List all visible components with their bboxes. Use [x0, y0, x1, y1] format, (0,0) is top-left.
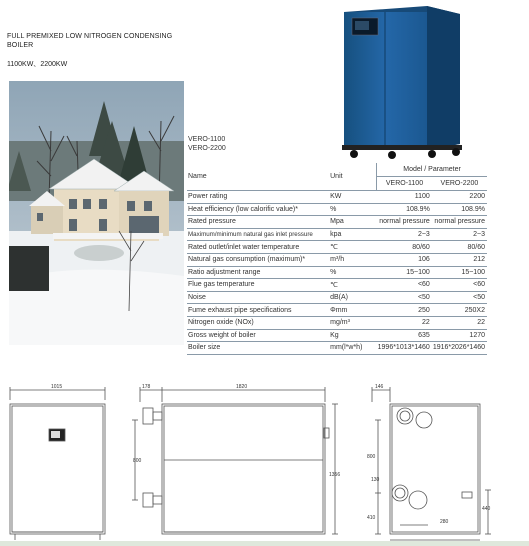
spec-value-2200: 2200	[432, 191, 487, 204]
spec-value-2200: 22	[432, 316, 487, 329]
model-name-1100: VERO-1100	[188, 136, 226, 143]
spec-name: Fume exhaust pipe specifications	[187, 304, 329, 317]
spec-value-1100: normal pressure	[377, 216, 432, 229]
spec-value-1100: 2~3	[377, 228, 432, 241]
spec-row	[187, 291, 487, 304]
spec-value-1100: <50	[377, 291, 432, 304]
dim-side-height: 1356	[329, 472, 341, 478]
dim-rear-440: 440	[482, 506, 491, 512]
dim-rear-280: 280	[440, 519, 449, 525]
spec-name: Ratio adjustment range	[187, 266, 329, 279]
spec-value-1100: 15~100	[377, 266, 432, 279]
spec-row	[187, 203, 487, 216]
spec-unit: Mpa	[329, 216, 377, 229]
spec-value-2200: <60	[432, 279, 487, 292]
spec-value-2200: 212	[432, 253, 487, 266]
spec-name: Nitrogen oxide (NOx)	[187, 316, 329, 329]
spec-name: Gross weight of boiler	[187, 329, 329, 342]
spec-value-1100: 1996*1013*1460	[377, 342, 432, 355]
dim-side-port-height: 800	[133, 458, 142, 464]
spec-name: Rated pressure	[187, 216, 329, 229]
spec-value-2200: 1916*2026*1460	[432, 342, 487, 355]
spec-name: Maximum/minimum natural gas inlet pressure	[187, 228, 329, 241]
spec-value-1100: 22	[377, 316, 432, 329]
capacity-text: 1100KW、2200KW	[7, 61, 68, 68]
house-photo	[9, 81, 184, 345]
front-view-drawing	[10, 387, 105, 540]
spec-unit: Φmm	[329, 304, 377, 317]
spec-unit: mm(l*w*h)	[329, 342, 377, 355]
spec-unit: kpa	[329, 228, 377, 241]
dim-rear-410: 410	[367, 515, 376, 521]
product-title: FULL PREMIXED LOW NITROGEN CONDENSING BOILER	[7, 33, 173, 49]
model-names	[188, 135, 226, 153]
header-model-parameter: Model / Parameter	[377, 163, 487, 177]
spec-value-1100: 106	[377, 253, 432, 266]
spec-value-1100: 108.9%	[377, 203, 432, 216]
model-name-2200: VERO-2200	[188, 145, 226, 152]
dim-rear-top-offset: 146	[375, 384, 384, 390]
spec-row	[187, 342, 487, 355]
dim-rear-800: 800	[367, 454, 376, 460]
spec-unit: Kg	[329, 329, 377, 342]
dim-rear-130: 130	[371, 477, 380, 483]
spec-name: Power rating	[187, 191, 329, 204]
bottom-strip	[0, 541, 529, 546]
spec-value-1100: <60	[377, 279, 432, 292]
spec-value-2200: 2~3	[432, 228, 487, 241]
spec-name: Boiler size	[187, 342, 329, 355]
header-model-b: VERO-2200	[432, 177, 487, 191]
spec-unit: dB(A)	[329, 291, 377, 304]
dim-side-length: 1820	[236, 384, 248, 390]
spec-row	[187, 266, 487, 279]
spec-name: Heat efficiency (low calorific value)*	[187, 203, 329, 216]
spec-value-2200: 80/60	[432, 241, 487, 254]
spec-row	[187, 253, 487, 266]
spec-value-2200: 1270	[432, 329, 487, 342]
header-name: Name	[187, 163, 329, 191]
boiler-product-image	[332, 4, 467, 161]
spec-name: Rated outlet/inlet water temperature	[187, 241, 329, 254]
spec-row	[187, 241, 487, 254]
spec-value-2200: 15~100	[432, 266, 487, 279]
side-view-drawing	[132, 387, 341, 534]
rear-view-drawing	[372, 387, 491, 540]
spec-unit: KW	[329, 191, 377, 204]
spec-name: Natural gas consumption (maximum)*	[187, 253, 329, 266]
spec-unit: m³/h	[329, 253, 377, 266]
spec-value-2200: normal pressure	[432, 216, 487, 229]
spec-unit: ℃	[329, 241, 377, 254]
spec-row	[187, 216, 487, 229]
spec-value-2200: <50	[432, 291, 487, 304]
spec-name: Noise	[187, 291, 329, 304]
spec-row	[187, 228, 487, 241]
spec-value-1100: 1100	[377, 191, 432, 204]
spec-value-1100: 80/60	[377, 241, 432, 254]
spec-row	[187, 304, 487, 317]
spec-unit: ℃	[329, 279, 377, 292]
spec-name: Flue gas temperature	[187, 279, 329, 292]
spec-value-1100: 250	[377, 304, 432, 317]
spec-rows	[187, 191, 487, 355]
spec-row	[187, 329, 487, 342]
spec-value-2200: 250X2	[432, 304, 487, 317]
spec-row	[187, 191, 487, 204]
spec-row	[187, 316, 487, 329]
header-unit: Unit	[329, 163, 377, 191]
spec-unit: %	[329, 266, 377, 279]
spec-row	[187, 279, 487, 292]
spec-table	[187, 163, 487, 355]
header-model-a: VERO-1100	[377, 177, 432, 191]
spec-unit: %	[329, 203, 377, 216]
dim-side-offset: 178	[142, 384, 151, 390]
spec-value-1100: 635	[377, 329, 432, 342]
spec-unit: mg/m³	[329, 316, 377, 329]
dimension-drawings	[0, 380, 529, 545]
spec-value-2200: 108.9%	[432, 203, 487, 216]
dim-front-width: 1015	[51, 384, 63, 390]
